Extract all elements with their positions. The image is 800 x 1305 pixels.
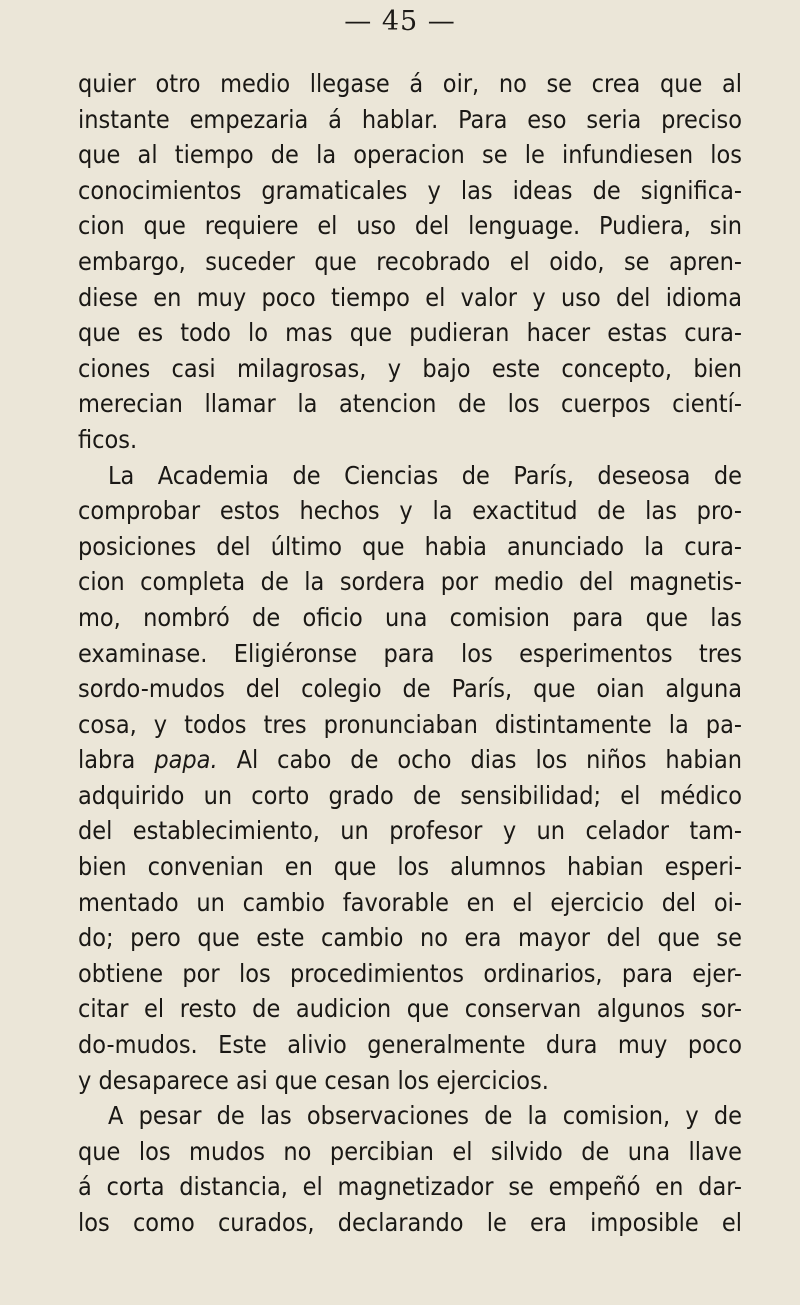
text-line: los como curados, declarando le era imposible el <box>78 1208 742 1237</box>
text-line: ciones casi milagrosas, y bajo este concepto, bien <box>78 353 742 383</box>
text-line: comprobar estos hechos y la exactitud de las pro- <box>78 496 742 526</box>
text-run: labra <box>78 745 136 775</box>
text-line: que es todo lo mas que pudieran hacer estas cura- <box>78 318 742 348</box>
text-line: cion completa de la sordera por medio del magnetis- <box>78 567 742 597</box>
italic-word: papa. <box>154 745 218 775</box>
text-line: diese en muy poco tiempo el valor y uso del idioma <box>78 282 742 312</box>
text-line: posiciones del último que habia anunciado la cura- <box>78 531 742 561</box>
text-line: bien convenian en que los alumnos habian esperi- <box>78 852 742 882</box>
paragraph-first-line: La Academia de Ciencias de París, deseosa de <box>108 460 742 490</box>
text-line: do-mudos. Este alivio generalmente dura muy poco <box>78 1030 742 1060</box>
text-line: y desaparece asi que cesan los ejercicios. <box>78 1065 549 1095</box>
text-line: mo, nombró de oficio una comision para que las <box>78 602 742 632</box>
text-line: embargo, suceder que recobrado el oido, se apren- <box>78 246 742 276</box>
text-line: ficos. <box>78 424 138 454</box>
paragraph-first-line: A pesar de las observaciones de la comision, y de <box>108 1101 742 1131</box>
text-line: obtiene por los procedimientos ordinarios, para ejer- <box>78 958 742 988</box>
text-line: cion que requiere el uso del lenguage. Pudiera, sin <box>78 211 742 241</box>
page-number: — 45 — <box>344 6 456 37</box>
text-line: sordo-mudos del colegio de París, que oian alguna <box>78 674 742 704</box>
text-line: del establecimiento, un profesor y un celador tam- <box>78 816 742 846</box>
text-line: quier otro medio llegase á oir, no se crea que al <box>78 69 742 98</box>
text-line: adquirido un corto grado de sensibilidad; el médico <box>78 780 742 810</box>
text-line: conocimientos gramaticales y las ideas de significa- <box>78 175 742 205</box>
text-run: Al cabo de ocho dias los niños habian <box>236 745 742 775</box>
text-line: mentado un cambio favorable en el ejercicio del oi- <box>78 887 742 917</box>
text-line <box>78 742 742 778</box>
text-line: examinase. Eligiéronse para los esperimentos tres <box>78 638 742 668</box>
text-line: merecian llamar la atencion de los cuerpos cientí- <box>78 389 742 419</box>
text-line: citar el resto de audicion que conservan algunos sor- <box>78 994 742 1024</box>
text-line: á corta distancia, el magnetizador se empeñó en dar- <box>78 1172 742 1202</box>
body-text <box>78 66 742 1241</box>
text-line: que los mudos no percibian el silvido de una llave <box>78 1136 742 1166</box>
text-line: instante empezaria á hablar. Para eso seria preciso <box>78 104 742 134</box>
text-line: que al tiempo de la operacion se le infundiesen los <box>78 140 742 170</box>
text-line: do; pero que este cambio no era mayor del que se <box>78 923 742 953</box>
text-line: cosa, y todos tres pronunciaban distintamente la pa- <box>78 709 742 739</box>
